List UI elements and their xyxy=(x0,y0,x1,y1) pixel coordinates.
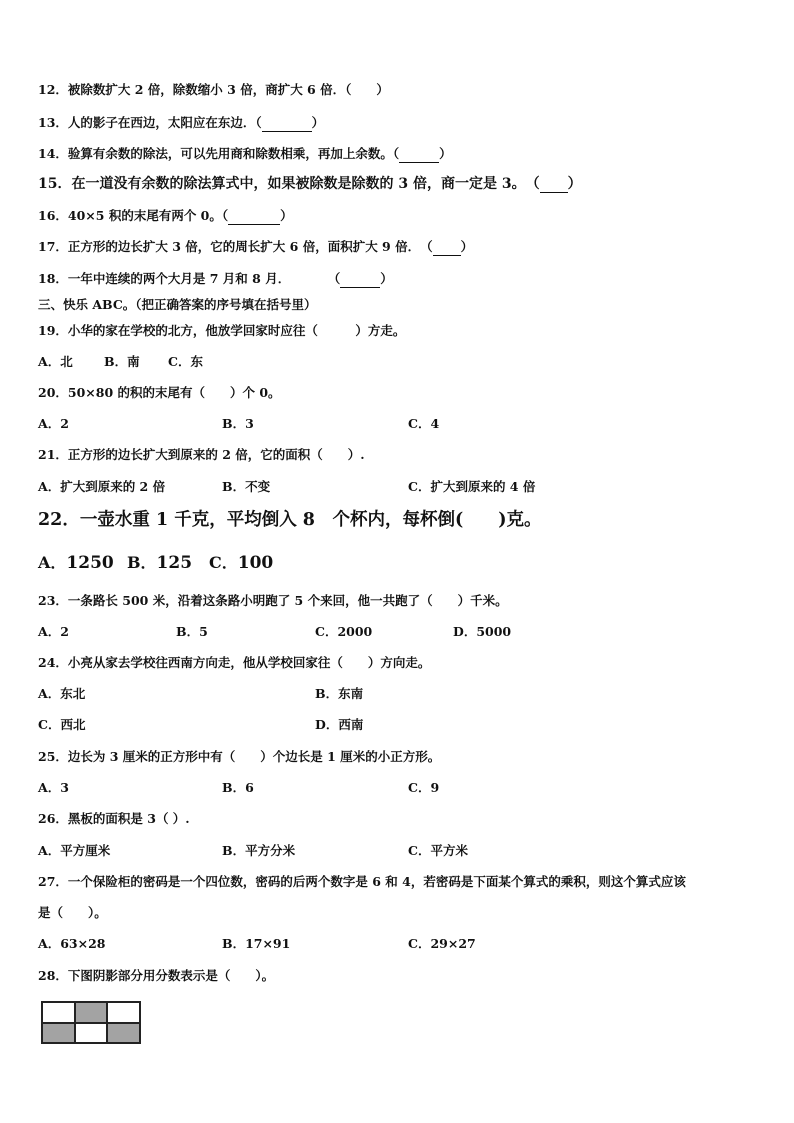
q22-option-c-value: 100 xyxy=(237,553,274,573)
q23-option-d[interactable]: D．5000 xyxy=(453,624,512,639)
q23-option-a[interactable]: A．2 xyxy=(38,624,69,639)
q20-option-b[interactable]: B．3 xyxy=(222,416,254,431)
q23-option-b[interactable]: B．5 xyxy=(176,624,208,639)
q22-option-a-value: 1250 xyxy=(66,553,114,573)
answer-blank[interactable] xyxy=(433,239,461,256)
q22-option-b-value: 125 xyxy=(156,553,193,573)
question-13-text: 13．人的影子在西边，太阳应在东边．（ xyxy=(38,115,262,130)
q23-option-c[interactable]: C．2000 xyxy=(315,624,373,639)
question-14-close: ） xyxy=(439,146,452,161)
question-13-close: ） xyxy=(311,115,325,130)
question-22: 22．一壶水重 1 千克，平均倒入 8 个杯内，每杯倒( )克。 xyxy=(38,510,542,530)
q22-option-a[interactable] xyxy=(38,555,114,571)
answer-blank[interactable] xyxy=(340,271,380,288)
answer-blank[interactable] xyxy=(228,208,280,225)
question-12: 12．被除数扩大 2 倍，除数缩小 3 倍，商扩大 6 倍．（ ） xyxy=(38,82,389,97)
question-17-text: 17．正方形的边长扩大 3 倍，它的周长扩大 6 倍，面积扩大 9 倍． （ xyxy=(38,239,433,254)
question-28: 28．下图阴影部分用分数表示是（ ）。 xyxy=(38,968,275,983)
q21-option-c[interactable]: C．扩大到原来的 4 倍 xyxy=(408,479,536,494)
question-27-line-2: 是（ ）。 xyxy=(38,905,107,920)
q27-option-c[interactable]: C．29×27 xyxy=(408,936,476,951)
question-15 xyxy=(38,176,582,193)
q20-option-a[interactable]: A．2 xyxy=(38,416,69,431)
question-13 xyxy=(38,115,324,132)
grid-cell-blank xyxy=(75,1023,108,1044)
question-17 xyxy=(38,239,473,256)
q22-option-c-letter: C． xyxy=(209,553,238,572)
q19-option-c[interactable]: C．东 xyxy=(168,354,203,369)
question-23: 23．一条路长 500 米，沿着这条路小明跑了 5 个来回，他一共跑了（ ）千米。 xyxy=(38,593,508,608)
question-18-close: ） xyxy=(380,271,393,286)
question-14-text: 14．验算有余数的除法，可以先用商和除数相乘，再加上余数。（ xyxy=(38,146,400,161)
q24-option-c[interactable]: C．西北 xyxy=(38,717,86,732)
question-16-close: ） xyxy=(280,208,293,223)
question-21: 21．正方形的边长扩大到原来的 2 倍，它的面积（ ）. xyxy=(38,447,365,462)
q25-option-a[interactable]: A．3 xyxy=(38,780,69,795)
question-18-text: 18．一年中连续的两个大月是 7 月和 8 月． （ xyxy=(38,271,341,286)
q22-option-b[interactable] xyxy=(127,555,192,571)
question-25: 25．边长为 3 厘米的正方形中有（ ）个边长是 1 厘米的小正方形。 xyxy=(38,749,441,764)
section-3-heading: 三、快乐 ABC。（把正确答案的序号填在括号里） xyxy=(38,297,317,312)
q26-option-b[interactable]: B．平方分米 xyxy=(222,843,296,858)
q27-option-a[interactable]: A．63×28 xyxy=(38,936,106,951)
grid-cell-shaded xyxy=(75,1002,108,1023)
q26-option-c[interactable]: C．平方米 xyxy=(408,843,468,858)
question-16 xyxy=(38,208,293,225)
question-18 xyxy=(38,271,393,288)
q24-option-d[interactable]: D．西南 xyxy=(315,717,364,732)
q19-option-b[interactable]: B．南 xyxy=(104,354,140,369)
grid-cell-blank xyxy=(107,1002,140,1023)
fraction-grid-figure xyxy=(41,1001,141,1044)
q22-option-b-letter: B． xyxy=(127,553,157,572)
q21-option-a[interactable]: A．扩大到原来的 2 倍 xyxy=(38,479,166,494)
q25-option-b[interactable]: B．6 xyxy=(222,780,254,795)
grid-cell-blank xyxy=(42,1002,75,1023)
q26-option-a[interactable]: A．平方厘米 xyxy=(38,843,111,858)
q24-option-b[interactable]: B．东南 xyxy=(315,686,364,701)
q19-option-a[interactable]: A．北 xyxy=(38,354,73,369)
question-14 xyxy=(38,146,452,163)
q24-option-a[interactable]: A．东北 xyxy=(38,686,86,701)
q21-option-b[interactable]: B．不变 xyxy=(222,479,271,494)
question-26: 26．黑板的面积是 3（ ）. xyxy=(38,811,190,826)
question-19: 19．小华的家在学校的北方，他放学回家时应往（ ）方走。 xyxy=(38,323,406,338)
question-15-close: ） xyxy=(567,176,582,192)
q27-option-b[interactable]: B．17×91 xyxy=(222,936,291,951)
question-27-line-1: 27．一个保险柜的密码是一个四位数，密码的后两个数字是 6 和 4，若密码是下面某个算式的乘积，则这个算式应该 xyxy=(38,874,686,889)
question-20: 20．50×80 的积的末尾有（ ）个 0。 xyxy=(38,385,281,400)
grid-cell-shaded xyxy=(42,1023,75,1044)
answer-blank[interactable] xyxy=(399,146,439,163)
grid-cell-shaded xyxy=(107,1023,140,1044)
answer-blank[interactable] xyxy=(262,115,312,132)
question-15-text: 15．在一道没有余数的除法算式中，如果被除数是除数的 3 倍，商一定是 3。 （ xyxy=(38,176,540,192)
question-24: 24．小亮从家去学校往西南方向走，他从学校回家往（ ）方向走。 xyxy=(38,655,431,670)
q25-option-c[interactable]: C．9 xyxy=(408,780,440,795)
answer-blank[interactable] xyxy=(540,176,568,193)
q20-option-c[interactable]: C．4 xyxy=(408,416,440,431)
q22-option-c[interactable] xyxy=(209,555,273,571)
question-17-close: ） xyxy=(460,239,474,254)
q22-option-a-letter: A． xyxy=(38,553,67,572)
question-16-text: 16．40×5 积的末尾有两个 0。（ xyxy=(38,208,229,223)
